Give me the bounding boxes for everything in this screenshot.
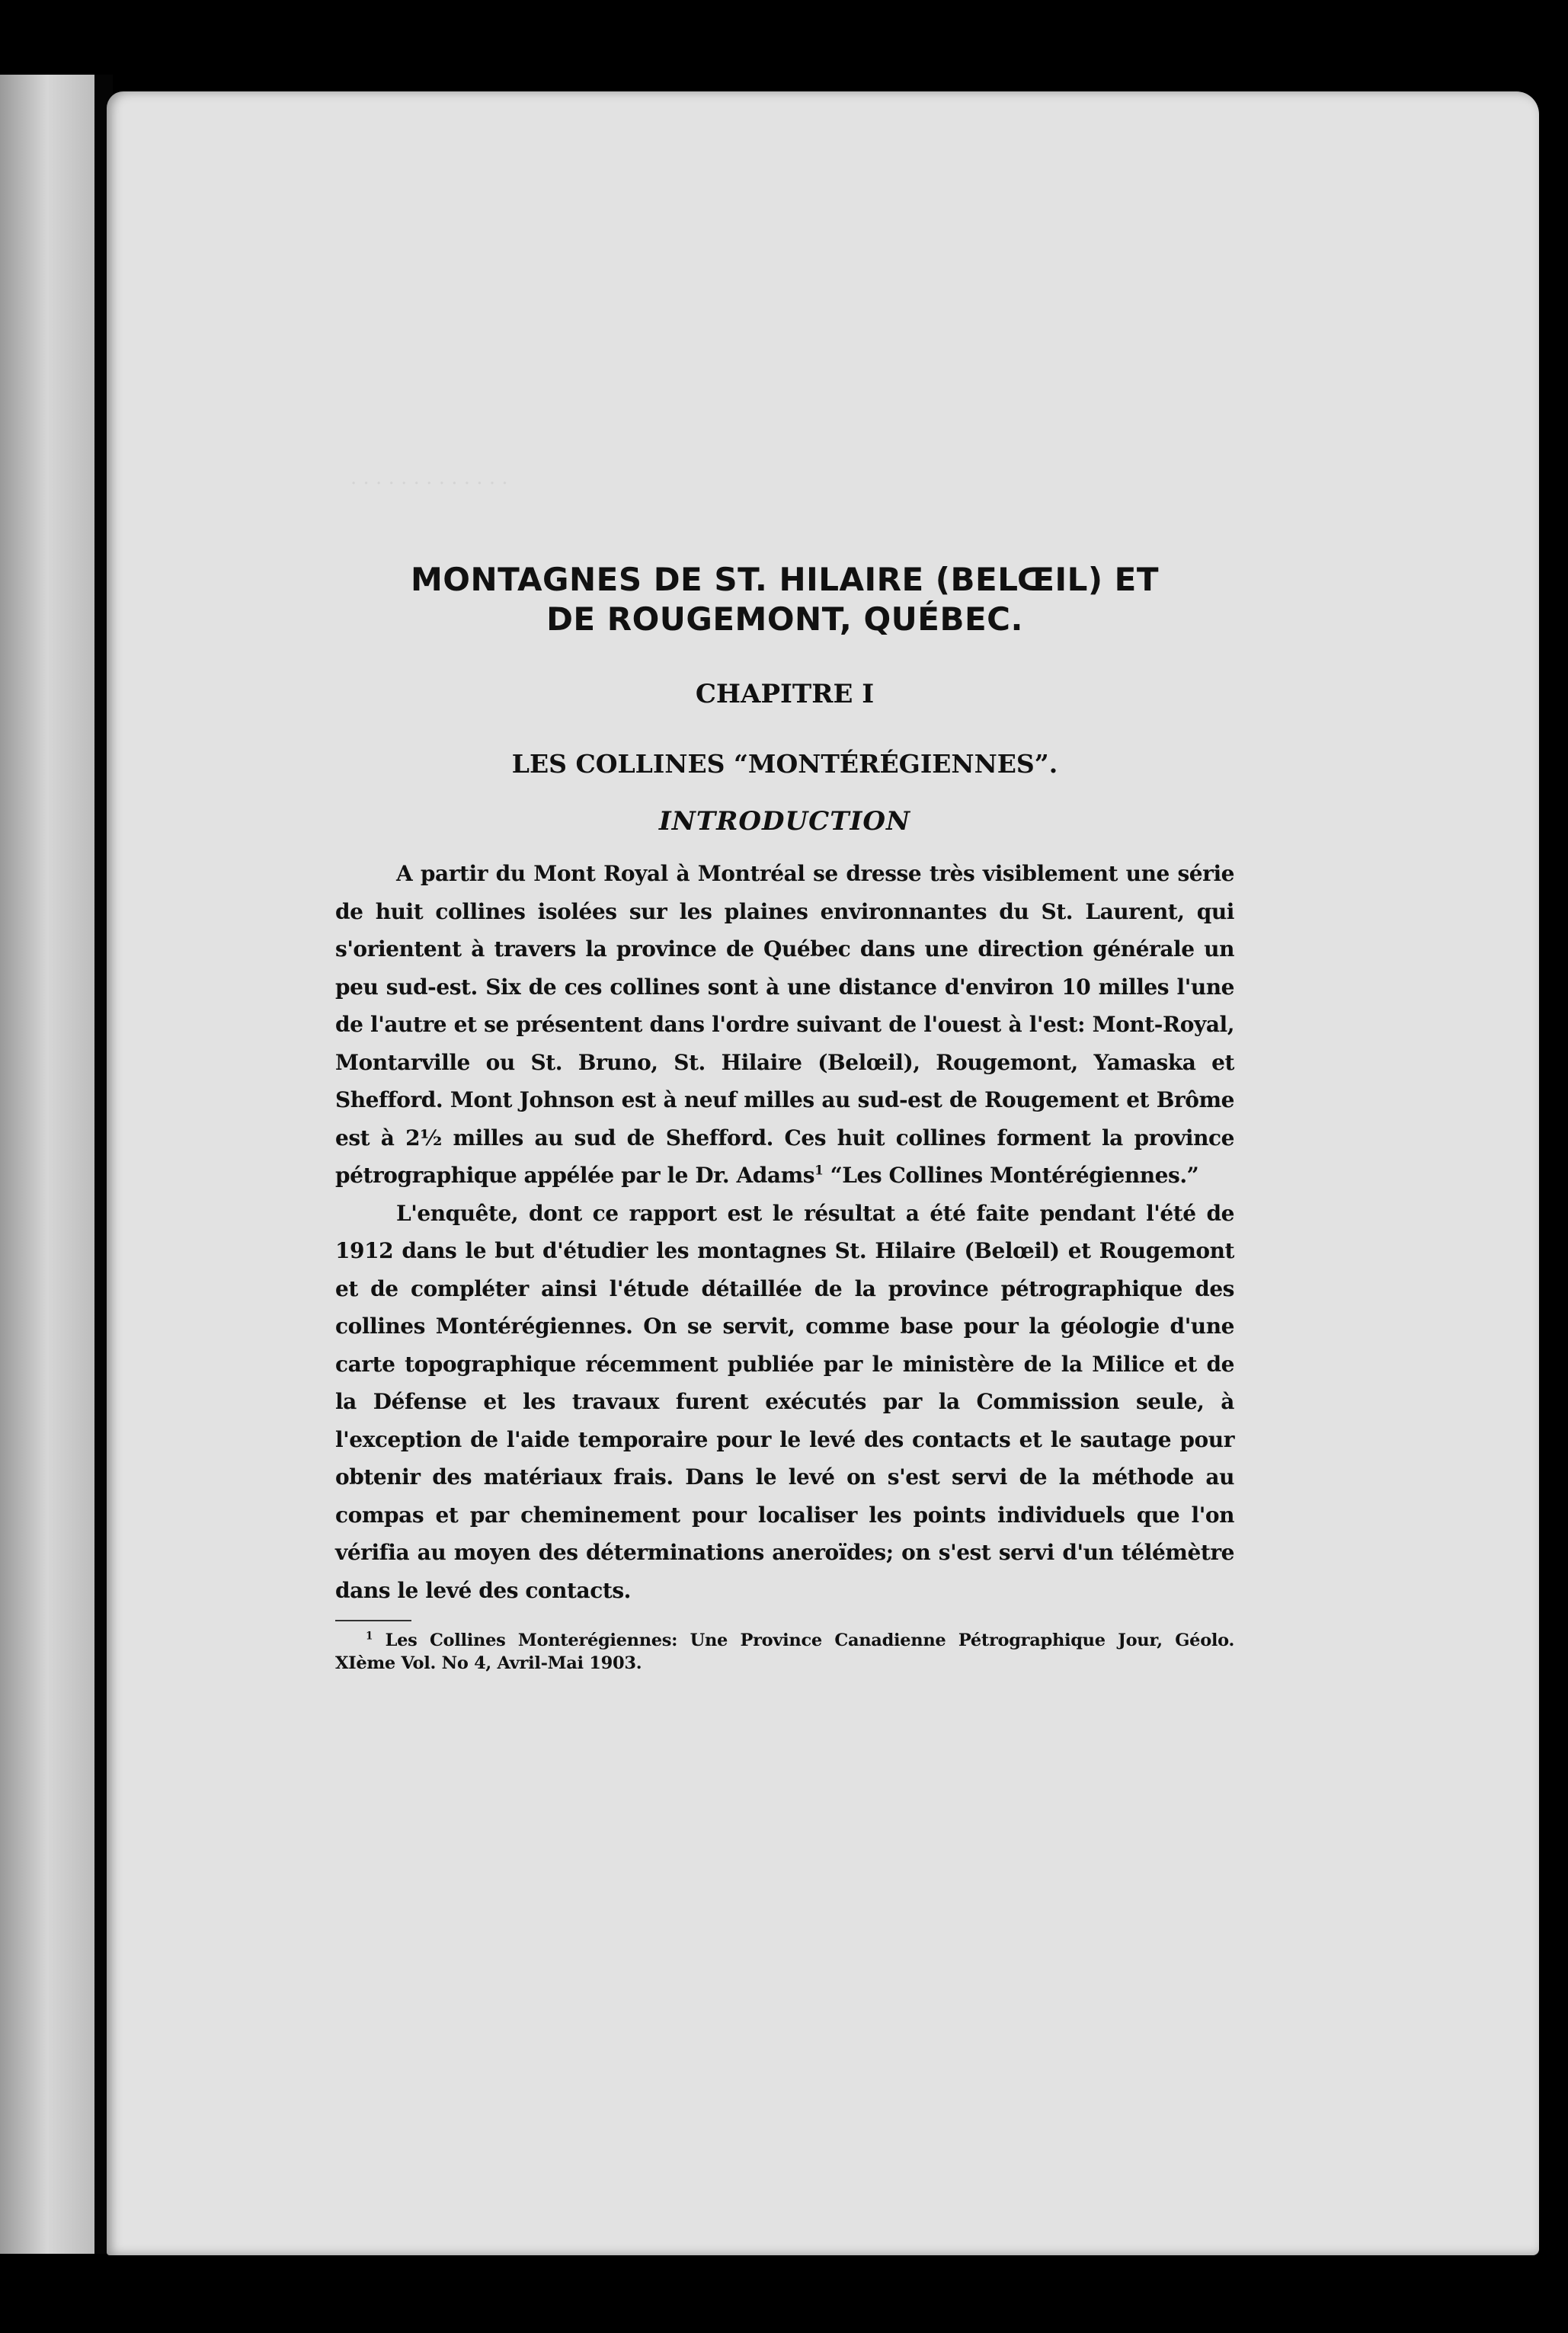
facing-page-edge <box>0 75 94 2254</box>
introduction-heading: INTRODUCTION <box>658 806 911 837</box>
paragraph-1-end: “Les Collines Montérégiennes.” <box>823 1163 1199 1188</box>
footnote <box>335 1629 1234 1675</box>
paragraph-1 <box>335 855 1234 1195</box>
footnote-number: 1 <box>366 1630 373 1643</box>
document-title <box>335 560 1234 639</box>
footnote-text: Les Collines Monterégiennes: Une Province Canadienne Pétrographique Jour, Géolo. XIème Vol. No 4, Avril-Mai 1903. <box>335 1631 1234 1673</box>
paragraph-1-text: A partir du Mont Royal à Montréal se dresse très visiblement une série de huit collines isolées sur les plaines environnantes du St. Laurent, qui s'orientent à travers la province de Québec dans une direction générale un peu sud-est. Six de ces collines sont à une distance d'environ 10 milles l'une de l'autre et se présentent dans l'ordre suivant de l'ouest à l'est: Mont-Royal, Montarville ou St. Bruno, St. Hilaire (Belœil), Rougemont, Yamaska et Shefford. Mont Johnson est à neuf milles au sud-est de Rougement et Brôme est à 2½ milles au sud de Shefford. Ces huit collines forment la province pétrographique appélée par le Dr. Adams <box>335 861 1234 1188</box>
page-content <box>335 560 1234 1675</box>
section-title: LES COLLINES “MONTÉRÉGIENNES”. <box>511 749 1058 779</box>
footnote-marker: 1 <box>814 1162 824 1178</box>
chapter-heading: CHAPITRE I <box>695 679 875 709</box>
paragraph-2: L'enquête, dont ce rapport est le résultat a été faite pendant l'été de 1912 dans le but d'étudier les montagnes St. Hilaire (Belœil) et Rougemont et de compléter ainsi l'étude détaillée de la province pétrographique des collines Montérégiennes. On se servit, comme base pour la géologie d'une carte topographique récemment publiée par le ministère de la Milice et de la Défense et les travaux furent exécutés par la Commission seule, à l'exception de l'aide temporaire pour le levé des contacts et le sautage pour obtenir des matériaux frais. Dans le levé on s'est servi de la méthode au compas et par cheminement pour localiser les points individuels que l'on vérifia au moyen des déterminations aneroïdes; on s'est servi d'un télémètre dans le levé des contacts. <box>335 1200 1234 1603</box>
title-line-1: MONTAGNES DE ST. HILAIRE (BELŒIL) ET <box>410 561 1160 598</box>
title-line-2: DE ROUGEMONT, QUÉBEC. <box>546 600 1023 638</box>
footnote-divider <box>335 1620 411 1621</box>
bleed-through-text: · · · · · · · · · · · · · <box>350 472 508 495</box>
